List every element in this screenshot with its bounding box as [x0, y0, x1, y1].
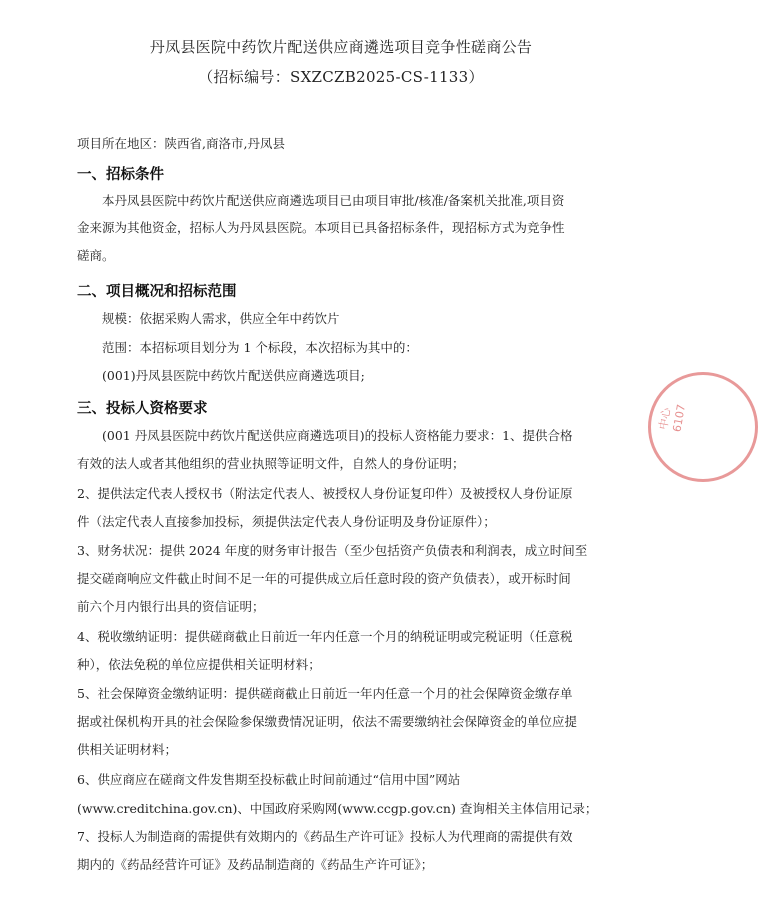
section-3-line: 有效的法人或者其他组织的营业执照等证明文件，自然人的身份证明；	[77, 456, 465, 471]
section-3-line: 2、提供法定代表人授权书（附法定代表人、被授权人身份证复印件）及被授权人身份证原	[77, 486, 573, 501]
tender-code: （招标编号：SXZCZB2025-CS-1133）	[198, 68, 484, 86]
section-1-line: 金来源为其他资金，招标人为丹凤县医院。本项目已具备招标条件，现招标方式为竞争性	[77, 220, 565, 235]
section-heading-2: 二、项目概况和招标范围	[77, 284, 237, 300]
section-3-line: 供相关证明材料；	[77, 742, 178, 757]
project-location: 项目所在地区：陕西省,商洛市,丹凤县	[77, 136, 285, 151]
section-3-line: 6、供应商应在磋商文件发售期至投标截止时间前通过“信用中国”网站	[77, 772, 461, 787]
section-3-line: 据或社保机构开具的社会保险参保缴费情况证明，依法不需要缴纳社会保障资金的单位应提	[77, 714, 578, 729]
section-2-line: (001)丹凤县医院中药饮片配送供应商遴选项目;	[102, 368, 365, 383]
section-3-line: 5、社会保障资金缴纳证明：提供磋商截止日前近一年内任意一个月的社会保障资金缴存单	[77, 686, 573, 701]
document-title: 丹凤县医院中药饮片配送供应商遴选项目竞争性磋商公告	[149, 38, 533, 56]
section-3-line: 种），依法免税的单位应提供相关证明材料；	[77, 657, 321, 672]
section-3-line: 件（法定代表人直接参加投标，须提供法定代表人身份证明及身份证原件）；	[77, 514, 496, 529]
section-3-line: (www.creditchina.gov.cn)、中国政府采购网(www.ccgp.gov.cn) 查询相关主体信用记录；	[77, 801, 598, 816]
section-3-line: 3、财务状况：提供 2024 年度的财务审计报告（至少包括资产负债表和利润表，成立时间至	[77, 543, 588, 558]
section-3-line: 7、投标人为制造商的需提供有效期内的《药品生产许可证》投标人为代理商的需提供有效	[77, 829, 573, 844]
section-3-line: 4、税收缴纳证明：提供磋商截止日前近一年内任意一个月的纳税证明或完税证明（任意税	[77, 629, 573, 644]
section-heading-1: 一、招标条件	[77, 167, 164, 183]
section-2-line: 范围：本招标项目划分为 1 个标段，本次招标为其中的：	[102, 340, 418, 355]
section-3-line: (001 丹凤县医院中药饮片配送供应商遴选项目)的投标人资格能力要求：1、提供合格	[102, 428, 573, 443]
section-3-line: 前六个月内银行出具的资信证明；	[77, 599, 265, 614]
section-2-line: 规模：依据采购人需求，供应全年中药饮片	[102, 311, 340, 326]
section-1-line: 本丹凤县医院中药饮片配送供应商遴选项目已由项目审批/核准/备案机关批准,项目资	[102, 193, 565, 208]
section-heading-3: 三、投标人资格要求	[77, 401, 208, 417]
section-3-line: 提交磋商响应文件截止时间不足一年的可提供成立后任意时段的资产负债表），或开标时间	[77, 571, 571, 586]
section-3-line: 期内的《药品经营许可证》及药品制造商的《药品生产许可证》；	[77, 857, 434, 872]
section-1-line: 磋商。	[77, 248, 115, 263]
official-seal-text: 中心 6107	[656, 403, 689, 434]
